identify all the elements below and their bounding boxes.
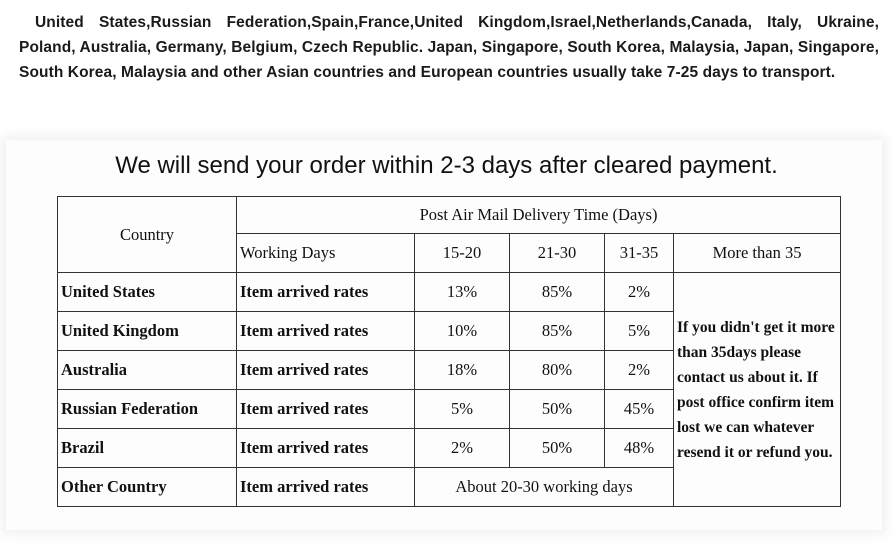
rate-15-20-cell: 18% [415,351,510,390]
rate-21-30-cell: 50% [510,390,605,429]
range-21-30-header: 21-30 [510,234,605,273]
rate-21-30-cell: 80% [510,351,605,390]
rate-21-30-cell: 50% [510,429,605,468]
rate-15-20-cell: 10% [415,312,510,351]
table-row [58,273,841,312]
rate-31-35-cell: 2% [605,351,674,390]
rate-21-30-cell: 85% [510,312,605,351]
country-cell: Russian Federation [58,390,237,429]
rate-15-20-cell: 2% [415,429,510,468]
label-cell: Item arrived rates [237,273,415,312]
country-cell: Brazil [58,429,237,468]
rate-15-20-cell: 5% [415,390,510,429]
shipping-headline: We will send your order within 2-3 days after cleared payment. [115,152,778,179]
country-cell: Other Country [58,468,237,507]
country-column-header: Country [58,197,237,273]
intro-text: United States,Russian Federation,Spain,France,United Kingdom,Israel,Netherlands,Canada, Italy, Ukraine, Poland, Australia, Germany, Belgium, Czech Republic. Japan, Singapore, South Korea, Malaysia, Japan, Singapore, South Korea, Malaysia and other Asian countries and European countries usually take 7-25 days to transport. [19,14,879,81]
rate-31-35-cell: 45% [605,390,674,429]
intro-paragraph [19,10,879,85]
label-cell: Item arrived rates [237,429,415,468]
country-cell: United Kingdom [58,312,237,351]
rate-21-30-cell: 85% [510,273,605,312]
contact-note-cell: If you didn't get it more than 35days please contact us about it. If post office confirm item lost we can whatever resend it or refund you. [674,273,841,507]
label-cell: Item arrived rates [237,351,415,390]
delivery-time-table [57,196,841,507]
country-cell: Australia [58,351,237,390]
label-cell: Item arrived rates [237,312,415,351]
rate-31-35-cell: 48% [605,429,674,468]
rate-31-35-cell: 5% [605,312,674,351]
merged-days-cell: About 20-30 working days [415,468,674,507]
label-cell: Item arrived rates [237,390,415,429]
country-cell: United States [58,273,237,312]
working-days-header: Working Days [237,234,415,273]
range-31-35-header: 31-35 [605,234,674,273]
label-cell: Item arrived rates [237,468,415,507]
range-15-20-header: 15-20 [415,234,510,273]
delivery-time-group-header: Post Air Mail Delivery Time (Days) [237,197,841,234]
table-header-row [58,197,841,234]
rate-31-35-cell: 2% [605,273,674,312]
more-than-35-header: More than 35 [674,234,841,273]
rate-15-20-cell: 13% [415,273,510,312]
